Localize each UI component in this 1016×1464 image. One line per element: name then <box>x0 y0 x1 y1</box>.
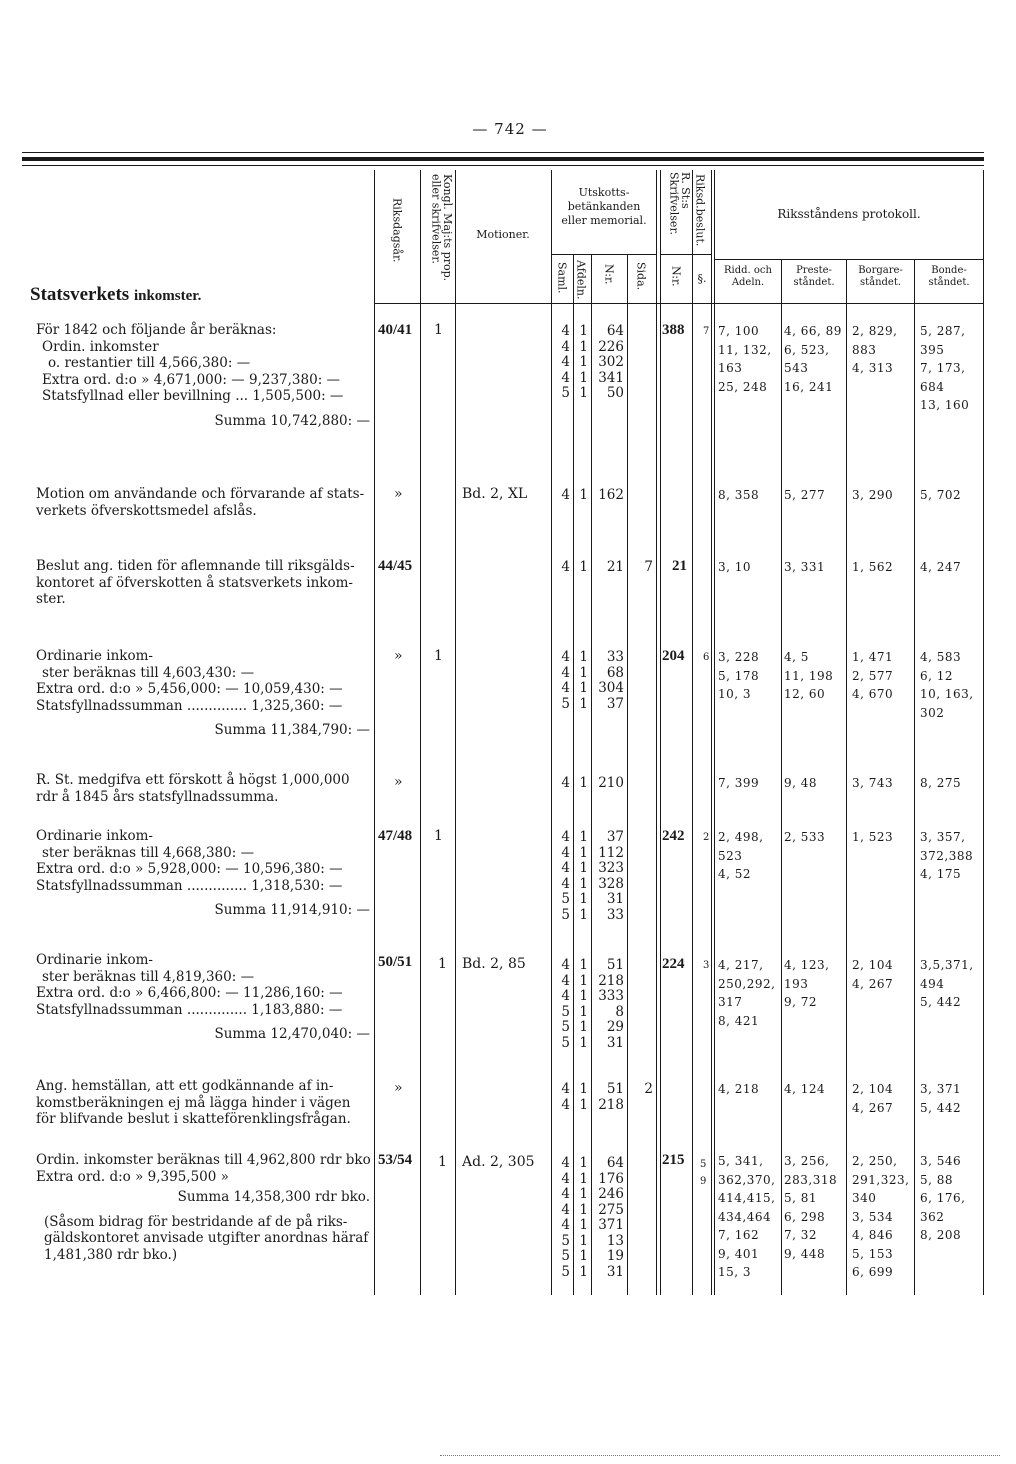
header-bottom-rule <box>374 303 984 304</box>
entry-8-sida: 2 <box>644 1081 653 1097</box>
entry-7-bonde: 3,5,371, 494 5, 442 <box>920 958 974 1009</box>
entry-6-description: Ordinarie inkom- ster beräknas till 4,668,380: — Extra ord. d:o » 5,928,000: — 10,596,380: — Statsfyllnadssumman .............. 1,318,530: — Summa 11,914,910: — <box>36 828 370 918</box>
col-line-1 <box>374 170 375 1295</box>
header-motioner: Motioner. <box>476 228 530 241</box>
col-line-12 <box>714 170 715 1295</box>
header-nr: N:r. <box>602 264 616 285</box>
header-mid-rule-rst <box>660 254 712 255</box>
entry-4-saml: 4 4 4 5 <box>561 649 570 712</box>
top-rule-thin <box>22 152 984 153</box>
entry-5-description: R. St. medgifva ett förskott å högst 1,000,000 rdr å 1845 års statsfyllnadssumma. <box>36 772 350 805</box>
entry-6-paragraf: 2 <box>703 832 710 843</box>
entry-4-year: » <box>394 648 403 664</box>
entry-6-ridd: 2, 498, 523 4, 52 <box>718 830 764 881</box>
entry-7-ridd: 4, 217, 250,292, 317 8, 421 <box>718 958 776 1028</box>
entry-6-saml: 4 4 4 4 5 5 <box>561 829 570 923</box>
header-rst-nr: N:r. <box>669 266 683 287</box>
entry-4-preste: 4, 5 11, 198 12, 60 <box>784 650 834 701</box>
entry-9-year: 53/54 <box>378 1152 413 1168</box>
entry-8-nr: 51 218 <box>598 1081 624 1113</box>
col-line-11 <box>711 170 712 1295</box>
page-number: — 742 — <box>472 120 548 138</box>
entry-4-paragraf: 6 <box>703 652 710 663</box>
entry-9-borgare: 2, 250, 291,323, 340 3, 534 4, 846 5, 153 6, 699 <box>852 1154 910 1279</box>
header-riksdagsar: Riksdagsår. <box>390 198 404 263</box>
entry-2-motion: Bd. 2, XL <box>462 486 528 502</box>
entry-4-borgare: 1, 471 2, 577 4, 670 <box>852 650 894 701</box>
entry-2-bonde: 5, 702 <box>920 488 962 502</box>
entry-2-borgare: 3, 290 <box>852 488 894 502</box>
col-line-2 <box>420 170 421 1295</box>
entry-4-description: Ordinarie inkom- ster beräknas till 4,603,430: — Extra ord. d:o » 5,456,000: — 10,059,430: — Statsfyllnadssumman .............. 1,325,360: — Summa 11,384,790: — <box>36 648 370 738</box>
entry-8-saml: 4 4 <box>561 1081 570 1113</box>
entry-5-afd: 1 <box>579 775 588 791</box>
entry-3-ridd: 3, 10 <box>718 560 752 574</box>
entry-1-preste: 4, 66, 89 6, 523, 543 16, 241 <box>784 324 842 394</box>
entry-5-nr: 210 <box>598 775 624 791</box>
header-ridd: Ridd. och Adeln. <box>724 265 772 288</box>
header-protokoll: Riksståndens protokoll. <box>777 207 921 221</box>
entry-8-preste: 4, 124 <box>784 1082 826 1096</box>
entry-5-borgare: 3, 743 <box>852 776 894 790</box>
entry-7-preste: 4, 123, 193 9, 72 <box>784 958 830 1009</box>
header-preste: Preste-ståndet. <box>793 265 835 288</box>
entry-5-ridd: 7, 399 <box>718 776 760 790</box>
entry-2-preste: 5, 277 <box>784 488 826 502</box>
entry-6-borgare: 1, 523 <box>852 830 894 844</box>
header-mid-rule-protokoll <box>714 259 984 260</box>
entry-1-nr: 64 226 302 341 50 <box>598 323 624 401</box>
entry-4-nr: 33 68 304 37 <box>598 649 624 712</box>
entry-5-saml: 4 <box>561 775 570 791</box>
entry-3-bonde: 4, 247 <box>920 560 962 574</box>
header-rst-skrifvelser: R. St:s Skrifvelser. <box>667 172 692 235</box>
entry-4-rst-nr: 204 <box>662 648 685 664</box>
entry-3-rst-nr: 21 <box>672 558 687 574</box>
entry-6-nr: 37 112 323 328 31 33 <box>598 829 624 923</box>
entry-8-bonde: 3, 371 5, 442 <box>920 1082 962 1115</box>
entry-7-borgare: 2, 104 4, 267 <box>852 958 894 991</box>
header-afdelning: Afdeln. <box>574 260 588 300</box>
entry-4-bonde: 4, 583 6, 12 10, 163, 302 <box>920 650 974 720</box>
header-samling: Saml. <box>555 262 569 294</box>
bottom-scan-dots <box>440 1455 1000 1456</box>
header-utskotts: Utskotts-betänkanden eller memorial. <box>561 186 647 227</box>
entry-8-borgare: 2, 104 4, 267 <box>852 1082 894 1115</box>
entry-9-rst-nr: 215 <box>662 1152 685 1168</box>
header-sida: Sida. <box>634 262 648 291</box>
entry-5-preste: 9, 48 <box>784 776 818 790</box>
entry-9-prop: 1 <box>438 1154 447 1170</box>
entry-1-description: För 1842 och följande år beräknas: Ordin. inkomster o. restantier till 4,566,380: — Extra ord. d:o » 4,671,000: — 9,237,380: — Statsfyllnad eller bevillning ... 1,505,500: — Summa 10,742,880: — <box>36 322 370 429</box>
entry-6-year: 47/48 <box>378 828 413 844</box>
entry-8-ridd: 4, 218 <box>718 1082 760 1096</box>
col-line-9 <box>660 170 661 1295</box>
col-line-6 <box>591 255 592 1295</box>
col-line-14 <box>846 259 847 1295</box>
entry-2-nr: 162 <box>598 487 624 503</box>
entry-7-afd: 1 1 1 1 1 1 <box>579 957 588 1051</box>
entry-9-description: Ordin. inkomster beräknas till 4,962,800 rdr bko Extra ord. d:o » 9,395,500 » Summa 14,358,300 rdr bko. (Såsom bidrag för bestridande af de på riks-gäldskontoret anvisade utgifter anordnas häraf 1,481,380 rdr bko.) <box>36 1152 371 1263</box>
col-line-5 <box>573 255 574 1295</box>
entry-3-borgare: 1, 562 <box>852 560 894 574</box>
entry-9-bonde: 3, 546 5, 88 6, 176, 362 8, 208 <box>920 1154 966 1242</box>
entry-9-preste: 3, 256, 283,318 5, 81 6, 298 7, 32 9, 448 <box>784 1154 838 1261</box>
entry-9-saml: 4 4 4 4 4 5 5 5 <box>561 1155 570 1280</box>
entry-6-rst-nr: 242 <box>662 828 685 844</box>
entry-7-saml: 4 4 4 5 5 5 <box>561 957 570 1051</box>
col-line-15 <box>914 259 915 1295</box>
entry-6-afd: 1 1 1 1 1 1 <box>579 829 588 923</box>
section-title <box>30 284 201 306</box>
entry-1-bonde: 5, 287, 395 7, 173, 684 13, 160 <box>920 324 970 412</box>
entry-3-preste: 3, 331 <box>784 560 826 574</box>
entry-7-prop: 1 <box>438 956 447 972</box>
entry-9-afd: 1 1 1 1 1 1 1 1 <box>579 1155 588 1280</box>
entry-7-motion: Bd. 2, 85 <box>462 956 526 972</box>
entry-6-prop: 1 <box>434 828 443 844</box>
entry-7-paragraf: 3 <box>703 960 710 971</box>
entry-8-description: Ang. hemställan, att ett godkännande af in-komstberäkningen ej må lägga hinder i vägen för blifvande beslut i skatteförenklingsfrågan. <box>36 1078 351 1127</box>
entry-1-paragraf: 7 <box>703 326 710 337</box>
entry-4-afd: 1 1 1 1 <box>579 649 588 712</box>
entry-3-year: 44/45 <box>378 558 413 574</box>
entry-2-year: » <box>394 486 403 502</box>
header-kongl-prop: Kongl. Maj:ts prop. eller skrifvelser. <box>429 174 454 282</box>
col-line-7 <box>627 255 628 1295</box>
entry-6-preste: 2, 533 <box>784 830 826 844</box>
top-rule-thick <box>22 157 984 161</box>
entry-9-nr: 64 176 246 275 371 13 19 31 <box>598 1155 624 1280</box>
section-title-main: Statsverkets <box>30 284 130 305</box>
entry-3-afd: 1 <box>579 559 588 575</box>
col-line-16 <box>983 170 984 1295</box>
entry-3-description: Beslut ang. tiden för aflemnande till riksgälds-kontoret af öfverskotten å statsverkets inkom-ster. <box>36 558 355 607</box>
header-paragraf: §. <box>697 272 707 285</box>
col-line-4 <box>551 170 552 1295</box>
header-riksd-beslut: Riksd.beslut. <box>693 174 707 247</box>
entry-2-afd: 1 <box>579 487 588 503</box>
entry-4-ridd: 3, 228 5, 178 10, 3 <box>718 650 760 701</box>
entry-7-rst-nr: 224 <box>662 956 685 972</box>
entry-5-year: » <box>394 774 403 790</box>
entry-1-year: 40/41 <box>378 322 413 338</box>
header-mid-rule-utskott <box>551 254 656 255</box>
entry-1-prop: 1 <box>434 322 443 338</box>
entry-2-saml: 4 <box>561 487 570 503</box>
entry-5-bonde: 8, 275 <box>920 776 962 790</box>
section-title-sub: inkomster. <box>133 288 202 304</box>
entry-8-afd: 1 1 <box>579 1081 588 1113</box>
header-borgare: Borgare-ståndet. <box>858 265 903 288</box>
entry-1-borgare: 2, 829, 883 4, 313 <box>852 324 898 375</box>
header-bonde: Bonde-ståndet. <box>928 265 970 288</box>
entry-9-motion: Ad. 2, 305 <box>462 1154 535 1170</box>
entry-1-saml: 4 4 4 4 5 <box>561 323 570 401</box>
col-line-10 <box>692 170 693 1295</box>
entry-3-nr: 21 <box>606 559 624 575</box>
entry-1-ridd: 7, 100 11, 132, 163 25, 248 <box>718 324 772 394</box>
entry-7-year: 50/51 <box>378 954 413 970</box>
entry-9-ridd: 5, 341, 362,370, 414,415, 434,464 7, 162 9, 401 15, 3 <box>718 1154 776 1279</box>
entry-2-description: Motion om användande och förvarande af stats-verkets öfverskottsmedel afslås. <box>36 486 365 519</box>
entry-7-description: Ordinarie inkom- ster beräknas till 4,819,360: — Extra ord. d:o » 6,466,800: — 11,286,160: — Statsfyllnadssumman .............. 1,183,880: — Summa 12,470,040: — <box>36 952 370 1042</box>
col-line-3 <box>455 170 456 1295</box>
entry-8-year: » <box>394 1080 403 1096</box>
entry-3-saml: 4 <box>561 559 570 575</box>
col-line-13 <box>781 259 782 1295</box>
entry-9-paragraf: 5 9 <box>700 1159 707 1187</box>
entry-7-nr: 51 218 333 8 29 31 <box>598 957 624 1051</box>
entry-4-prop: 1 <box>434 648 443 664</box>
col-line-8 <box>656 170 657 1295</box>
entry-1-rst-nr: 388 <box>662 322 685 338</box>
entry-6-bonde: 3, 357, 372,388 4, 175 <box>920 830 974 881</box>
entry-3-sida: 7 <box>644 559 653 575</box>
entry-2-ridd: 8, 358 <box>718 488 760 502</box>
entry-1-afd: 1 1 1 1 1 <box>579 323 588 401</box>
top-rule-sub <box>22 165 984 166</box>
